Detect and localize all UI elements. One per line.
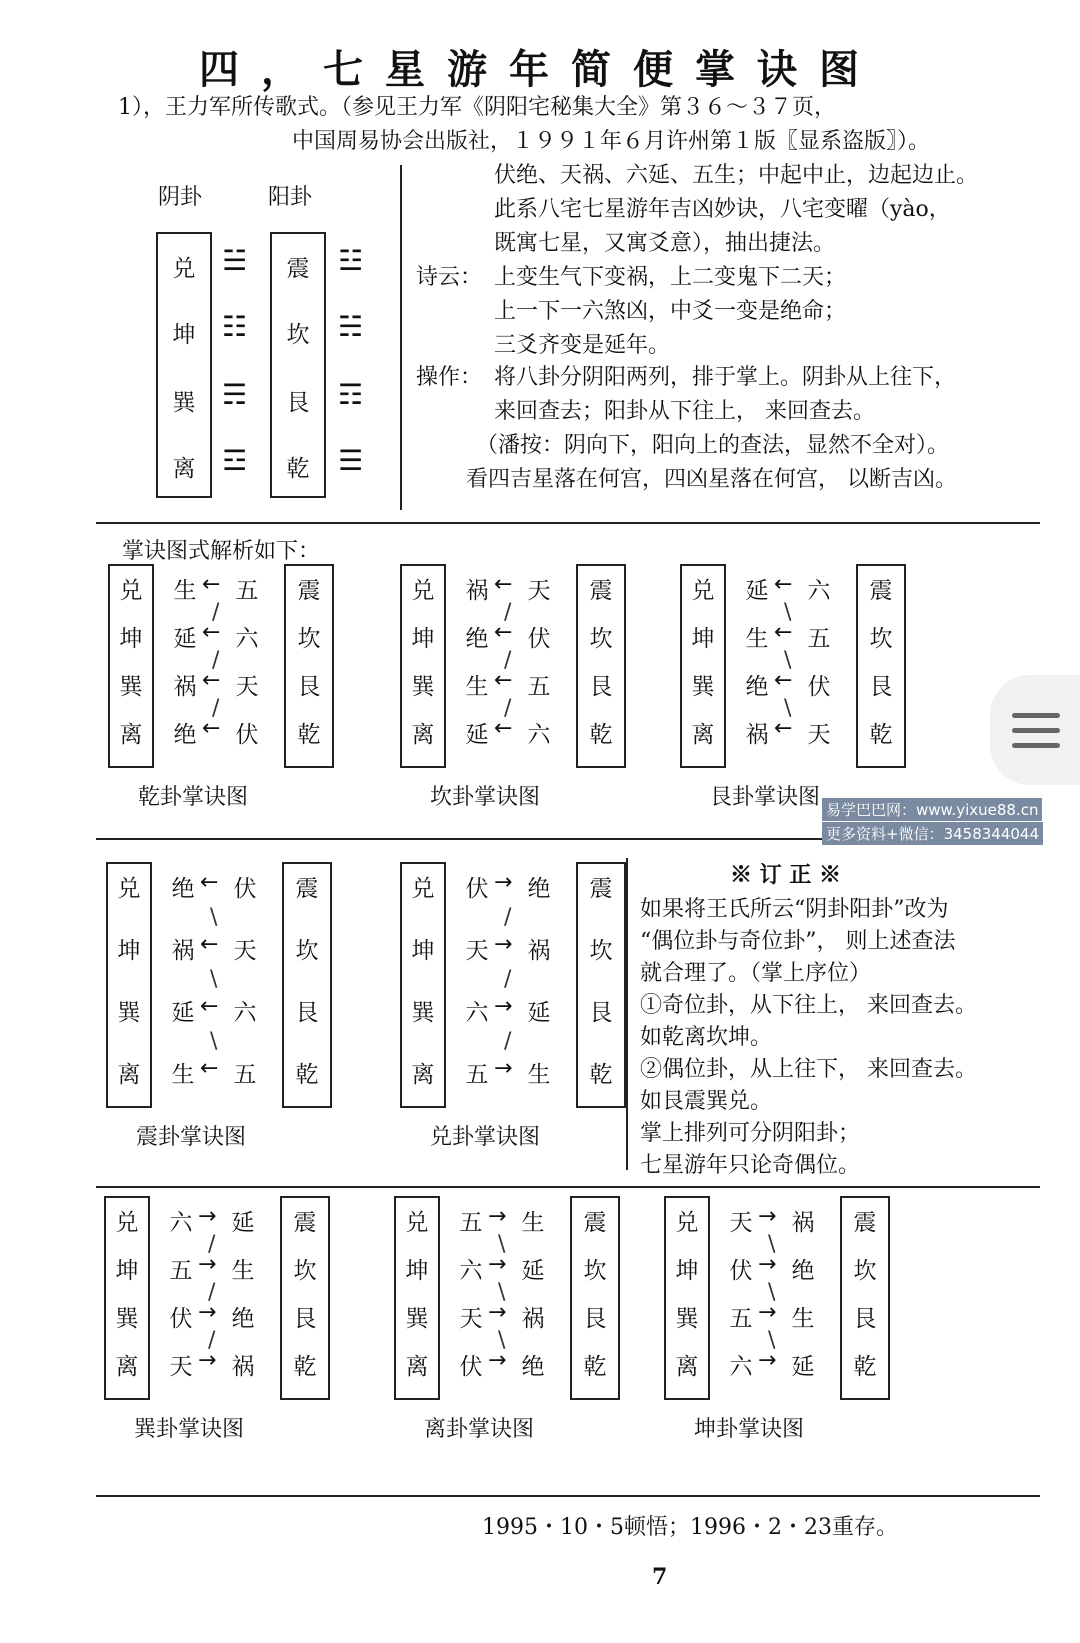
diagram-connector: /: [208, 1232, 216, 1257]
diagram-arrow: →: [494, 932, 513, 957]
page-number: 7: [652, 1564, 668, 1590]
diagram-star-right: 五: [807, 626, 831, 652]
menu-icon-bar: [1012, 743, 1060, 748]
diagram-arrow: ←: [200, 932, 219, 957]
diagram-star-right: 祸: [527, 938, 551, 964]
floating-menu-button[interactable]: [990, 675, 1080, 785]
diagram-yin-trigram: 巽: [115, 1306, 139, 1332]
diagram-yang-trigram: 震: [293, 1210, 317, 1236]
diagram-caption: 艮卦掌诀图: [710, 785, 821, 810]
diagram-yang-trigram: 坎: [589, 938, 613, 964]
correction-line: ②偶位卦，从上往下， 来回查去。: [640, 1057, 977, 1082]
diagram-arrow: →: [494, 870, 513, 895]
diagram-yin-trigram: 兑: [691, 578, 715, 604]
correction-line: 如乾离坎坤。: [640, 1025, 773, 1050]
diagram-star-left: 生: [171, 1062, 195, 1088]
diagram-arrow: ←: [774, 620, 793, 645]
diagram-star-left: 六: [465, 1000, 489, 1026]
diagram-star-left: 天: [459, 1306, 483, 1332]
diagram-connector: \: [498, 1232, 506, 1257]
diagram-star-left: 天: [729, 1210, 753, 1236]
diagram-star-right: 五: [235, 578, 259, 604]
diagram-connector: /: [212, 648, 220, 673]
source-line-2: 中国周易协会出版社，１９９１年６月许州第１版〖显系盗版〗）。: [292, 129, 931, 154]
diagram-yang-trigram: 震: [869, 578, 893, 604]
poem-line: 三爻齐变是延年。: [494, 333, 671, 358]
diagram-yang-trigram: 震: [295, 876, 319, 902]
yang-label: 阳卦: [268, 185, 313, 210]
yin-trigram-symbol: ☱: [222, 244, 246, 277]
diagram-connector: \: [210, 905, 218, 930]
diagram-star-left: 天: [465, 938, 489, 964]
diagram-arrow: ←: [200, 1056, 219, 1081]
diagram-yang-trigram: 震: [853, 1210, 877, 1236]
note-line: （潘按：阴向下，阳向上的查法，显然不全对）。: [476, 433, 950, 458]
divider-1: [96, 522, 1040, 524]
footer-date: 1995・10・5顿悟；1996・2・23重存。: [482, 1515, 898, 1540]
diagram-star-left: 延: [173, 626, 197, 652]
diagram-yin-trigram: 巽: [119, 674, 143, 700]
diagram-star-left: 绝: [465, 626, 489, 652]
yin-trigram-symbol: ☷: [222, 310, 246, 343]
diagram-star-left: 五: [169, 1258, 193, 1284]
diagram-yang-trigram: 艮: [589, 1000, 613, 1026]
diagram-yang-trigram: 乾: [293, 1354, 317, 1380]
diagram-arrow: →: [488, 1348, 507, 1373]
diagram-connector: \: [768, 1328, 776, 1353]
diagram-arrow: →: [488, 1252, 507, 1277]
diagram-yang-trigram: 坎: [295, 938, 319, 964]
diagram-yin-trigram: 坤: [115, 1258, 139, 1284]
diagram-yin-trigram: 坤: [411, 938, 435, 964]
diagram-star-right: 绝: [231, 1306, 255, 1332]
diagram-yang-trigram: 艮: [869, 674, 893, 700]
diagram-star-right: 五: [233, 1062, 257, 1088]
diagram-yin-trigram: 兑: [411, 876, 435, 902]
diagram-yin-trigram: 兑: [405, 1210, 429, 1236]
diagram-star-left: 五: [465, 1062, 489, 1088]
diagram-yang-trigram: 坎: [589, 626, 613, 652]
diagram-star-left: 天: [169, 1354, 193, 1380]
yin-trigram-symbol: ☴: [222, 378, 246, 411]
diagram-yang-trigram: 坎: [293, 1258, 317, 1284]
diagram-arrow: ←: [202, 572, 221, 597]
yang-trigram-name: 震: [286, 256, 310, 282]
divider-3: [96, 1186, 1040, 1188]
diagram-connector: /: [504, 648, 512, 673]
diagram-yang-trigram: 艮: [853, 1306, 877, 1332]
diagram-yin-trigram: 离: [115, 1354, 139, 1380]
diagram-connector: \: [768, 1280, 776, 1305]
diagram-star-left: 生: [173, 578, 197, 604]
diagram-star-right: 生: [231, 1258, 255, 1284]
diagram-yin-trigram: 离: [405, 1354, 429, 1380]
yang-trigram-name: 坎: [286, 322, 310, 348]
diagram-arrow: →: [758, 1348, 777, 1373]
operation-line: 来回查去；阳卦从下往上， 来回查去。: [494, 399, 875, 424]
correction-line: 七星游年只论奇偶位。: [640, 1153, 861, 1178]
correction-line: 如果将王氏所云“阴卦阳卦”改为: [640, 897, 949, 922]
diagram-yin-trigram: 离: [411, 1062, 435, 1088]
diagram-star-right: 六: [235, 626, 259, 652]
diagram-star-right: 生: [521, 1210, 545, 1236]
diagram-star-right: 延: [527, 1000, 551, 1026]
diagram-star-left: 六: [729, 1354, 753, 1380]
diagram-yin-trigram: 兑: [675, 1210, 699, 1236]
diagram-caption: 震卦掌诀图: [136, 1125, 247, 1150]
diagram-yin-trigram: 坤: [675, 1258, 699, 1284]
correction-line: ①奇位卦，从下往上， 来回查去。: [640, 993, 977, 1018]
diagram-yin-trigram: 巽: [117, 1000, 141, 1026]
diagram-star-left: 绝: [745, 674, 769, 700]
page-title: 四，七星游年简便掌诀图: [199, 46, 881, 93]
diagram-yang-trigram: 坎: [869, 626, 893, 652]
diagram-yin-trigram: 兑: [119, 578, 143, 604]
watermark-line-2: 更多资料+微信：3458344044: [822, 822, 1043, 845]
diagram-arrow: ←: [774, 572, 793, 597]
diagram-star-left: 祸: [745, 722, 769, 748]
diagram-arrow: ←: [494, 668, 513, 693]
diagram-yang-trigram: 艮: [583, 1306, 607, 1332]
diagram-caption: 离卦掌诀图: [424, 1417, 535, 1442]
correction-line: 掌上排列可分阴阳卦；: [640, 1121, 861, 1146]
diagram-star-right: 伏: [233, 876, 257, 902]
diagram-star-right: 生: [527, 1062, 551, 1088]
yang-trigram-symbol: ☵: [338, 310, 362, 343]
yin-trigram-symbol: ☲: [222, 444, 246, 477]
diagram-yin-trigram: 巽: [691, 674, 715, 700]
diagram-yang-trigram: 乾: [297, 722, 321, 748]
diagram-star-left: 六: [169, 1210, 193, 1236]
diagram-yin-trigram: 离: [675, 1354, 699, 1380]
diagram-caption: 巽卦掌诀图: [134, 1417, 245, 1442]
poem-line: 上一下一六煞凶，中爻一变是绝命；: [494, 299, 847, 324]
diagram-star-left: 祸: [465, 578, 489, 604]
diagram-yang-trigram: 坎: [583, 1258, 607, 1284]
diagram-star-left: 六: [459, 1258, 483, 1284]
diagram-star-left: 伏: [729, 1258, 753, 1284]
diagram-yang-trigram: 震: [589, 876, 613, 902]
intro-line: 既寓七星，又寓爻意），抽出捷法。: [494, 231, 836, 256]
diagram-star-right: 生: [791, 1306, 815, 1332]
diagram-arrow: ←: [202, 716, 221, 741]
diagram-star-right: 六: [527, 722, 551, 748]
diagram-yang-trigram: 乾: [853, 1354, 877, 1380]
diagram-connector: /: [208, 1280, 216, 1305]
menu-icon-bar: [1012, 713, 1060, 718]
diagram-caption: 坤卦掌诀图: [694, 1417, 805, 1442]
diagram-arrow: →: [494, 994, 513, 1019]
diagram-connector: \: [210, 967, 218, 992]
diagram-yin-trigram: 巽: [411, 674, 435, 700]
diagram-connector: /: [212, 600, 220, 625]
yin-trigram-name: 坤: [172, 322, 196, 348]
diagram-star-right: 延: [231, 1210, 255, 1236]
yin-trigram-name: 离: [172, 456, 196, 482]
diagram-caption: 坎卦掌诀图: [430, 785, 541, 810]
diagram-yang-trigram: 坎: [853, 1258, 877, 1284]
diagram-arrow: →: [198, 1300, 217, 1325]
diagram-connector: /: [504, 696, 512, 721]
diagram-star-right: 六: [807, 578, 831, 604]
diagram-connector: /: [504, 600, 512, 625]
correction-line: 就合理了。（掌上序位）: [640, 961, 872, 986]
correction-divider: [626, 858, 628, 1170]
yang-trigram-name: 乾: [286, 456, 310, 482]
correction-line: “偶位卦与奇位卦”， 则上述查法: [640, 929, 956, 954]
diagram-connector: \: [784, 600, 792, 625]
diagram-arrow: ←: [200, 994, 219, 1019]
diagram-arrow: →: [488, 1204, 507, 1229]
diagram-star-right: 伏: [235, 722, 259, 748]
diagram-connector: \: [784, 696, 792, 721]
yang-trigram-symbol: ☶: [338, 378, 362, 411]
diagram-star-left: 生: [465, 674, 489, 700]
diagram-yin-trigram: 坤: [405, 1258, 429, 1284]
diagram-yang-trigram: 乾: [869, 722, 893, 748]
yang-trigram-symbol: ☳: [338, 244, 362, 277]
diagram-star-right: 祸: [521, 1306, 545, 1332]
diagram-yang-trigram: 震: [583, 1210, 607, 1236]
diagram-star-right: 延: [791, 1354, 815, 1380]
diagram-yang-trigram: 乾: [589, 1062, 613, 1088]
diagram-yin-trigram: 兑: [117, 876, 141, 902]
diagram-yang-trigram: 乾: [589, 722, 613, 748]
diagram-connector: /: [504, 967, 512, 992]
poem-line: 上变生气下变祸，上二变鬼下二天；: [494, 265, 847, 290]
diagram-arrow: ←: [494, 572, 513, 597]
diagram-yin-trigram: 坤: [117, 938, 141, 964]
diagram-connector: /: [504, 1029, 512, 1054]
diagram-arrow: →: [488, 1300, 507, 1325]
diagram-arrow: →: [198, 1252, 217, 1277]
diagram-connector: \: [210, 1029, 218, 1054]
diagram-yin-trigram: 巽: [405, 1306, 429, 1332]
diagram-star-right: 延: [521, 1258, 545, 1284]
correction-line: 如艮震巽兑。: [640, 1089, 773, 1114]
diagram-star-left: 延: [465, 722, 489, 748]
diagram-star-left: 祸: [171, 938, 195, 964]
diagram-star-right: 绝: [521, 1354, 545, 1380]
watermark-line-1: 易学巴巴网：www.yixue88.cn: [822, 798, 1042, 821]
diagram-arrow: →: [758, 1252, 777, 1277]
diagram-yin-trigram: 巽: [675, 1306, 699, 1332]
diagram-arrow: →: [198, 1204, 217, 1229]
yang-trigram-symbol: ☰: [338, 444, 362, 477]
diagram-arrow: ←: [202, 620, 221, 645]
diagram-star-left: 延: [745, 578, 769, 604]
menu-icon-bar: [1012, 728, 1060, 733]
diagram-star-right: 五: [527, 674, 551, 700]
diagram-connector: /: [208, 1328, 216, 1353]
diagram-yin-trigram: 巽: [411, 1000, 435, 1026]
diagram-yin-trigram: 离: [119, 722, 143, 748]
yin-trigram-name: 巽: [172, 390, 196, 416]
diagram-yin-trigram: 离: [411, 722, 435, 748]
source-line-1: 1），王力军所传歌式。（参见王力军《阴阳宅秘集大全》第３６～３７页，: [118, 95, 836, 120]
diagram-star-right: 绝: [791, 1258, 815, 1284]
diagram-arrow: →: [758, 1204, 777, 1229]
yin-label: 阴卦: [158, 185, 203, 210]
diagram-star-left: 生: [745, 626, 769, 652]
diagram-star-left: 伏: [465, 876, 489, 902]
diagram-star-left: 伏: [169, 1306, 193, 1332]
intro-line: 此系八宅七星游年吉凶妙诀，八宅变曜（yào，: [494, 197, 951, 222]
diagram-star-right: 伏: [527, 626, 551, 652]
diagram-connector: \: [498, 1328, 506, 1353]
diagram-connector: \: [768, 1232, 776, 1257]
divider-4: [96, 1495, 1040, 1497]
diagram-arrow: →: [198, 1348, 217, 1373]
diagram-arrow: ←: [202, 668, 221, 693]
diagram-star-left: 延: [171, 1000, 195, 1026]
diagram-star-right: 天: [235, 674, 259, 700]
diagram-arrow: →: [758, 1300, 777, 1325]
diagram-star-left: 祸: [173, 674, 197, 700]
diagram-arrow: ←: [774, 716, 793, 741]
operation-line: 将八卦分阴阳两列，排于掌上。阴卦从上往下，: [494, 365, 957, 390]
diagram-yin-trigram: 离: [117, 1062, 141, 1088]
diagram-yang-trigram: 乾: [295, 1062, 319, 1088]
conclusion-line: 看四吉星落在何宫，四凶星落在何宫， 以断吉凶。: [466, 467, 957, 492]
diagram-star-right: 祸: [791, 1210, 815, 1236]
diagram-yin-trigram: 坤: [119, 626, 143, 652]
diagram-arrow: ←: [494, 716, 513, 741]
diagram-connector: /: [504, 905, 512, 930]
intro-line: 伏绝、天祸、六延、五生；中起中止，边起边止。: [494, 163, 979, 188]
diagram-yang-trigram: 乾: [583, 1354, 607, 1380]
diagram-yang-trigram: 艮: [589, 674, 613, 700]
diagram-arrow: ←: [774, 668, 793, 693]
diagram-yang-trigram: 震: [589, 578, 613, 604]
diagram-star-right: 天: [807, 722, 831, 748]
yang-trigram-name: 艮: [286, 390, 310, 416]
diagram-caption: 乾卦掌诀图: [138, 785, 249, 810]
diagram-yin-trigram: 坤: [691, 626, 715, 652]
diagram-connector: /: [212, 696, 220, 721]
diagram-caption: 兑卦掌诀图: [430, 1125, 541, 1150]
diagram-yang-trigram: 坎: [297, 626, 321, 652]
diagram-arrow: →: [494, 1056, 513, 1081]
diagram-star-left: 绝: [171, 876, 195, 902]
poem-label: 诗云：: [416, 265, 483, 290]
diagram-yin-trigram: 兑: [115, 1210, 139, 1236]
diagram-arrow: ←: [494, 620, 513, 645]
diagram-star-left: 五: [459, 1210, 483, 1236]
operation-label: 操作：: [416, 365, 483, 390]
diagram-connector: \: [498, 1280, 506, 1305]
diagram-star-left: 绝: [173, 722, 197, 748]
diagram-star-left: 伏: [459, 1354, 483, 1380]
diagram-yang-trigram: 艮: [295, 1000, 319, 1026]
diagram-star-right: 伏: [807, 674, 831, 700]
diagram-yin-trigram: 兑: [411, 578, 435, 604]
diagram-arrow: ←: [200, 870, 219, 895]
vertical-divider: [400, 165, 402, 510]
diagram-yang-trigram: 艮: [297, 674, 321, 700]
correction-heading: ※ 订 正 ※: [730, 862, 841, 888]
yin-trigram-name: 兑: [172, 256, 196, 282]
diagram-star-right: 天: [233, 938, 257, 964]
diagram-star-left: 五: [729, 1306, 753, 1332]
diagram-star-right: 祸: [231, 1354, 255, 1380]
analysis-heading: 掌诀图式解析如下：: [122, 539, 321, 564]
diagram-yang-trigram: 震: [297, 578, 321, 604]
diagram-star-right: 六: [233, 1000, 257, 1026]
diagram-star-right: 天: [527, 578, 551, 604]
diagram-yin-trigram: 离: [691, 722, 715, 748]
diagram-yang-trigram: 艮: [293, 1306, 317, 1332]
diagram-yin-trigram: 坤: [411, 626, 435, 652]
diagram-connector: \: [784, 648, 792, 673]
diagram-star-right: 绝: [527, 876, 551, 902]
